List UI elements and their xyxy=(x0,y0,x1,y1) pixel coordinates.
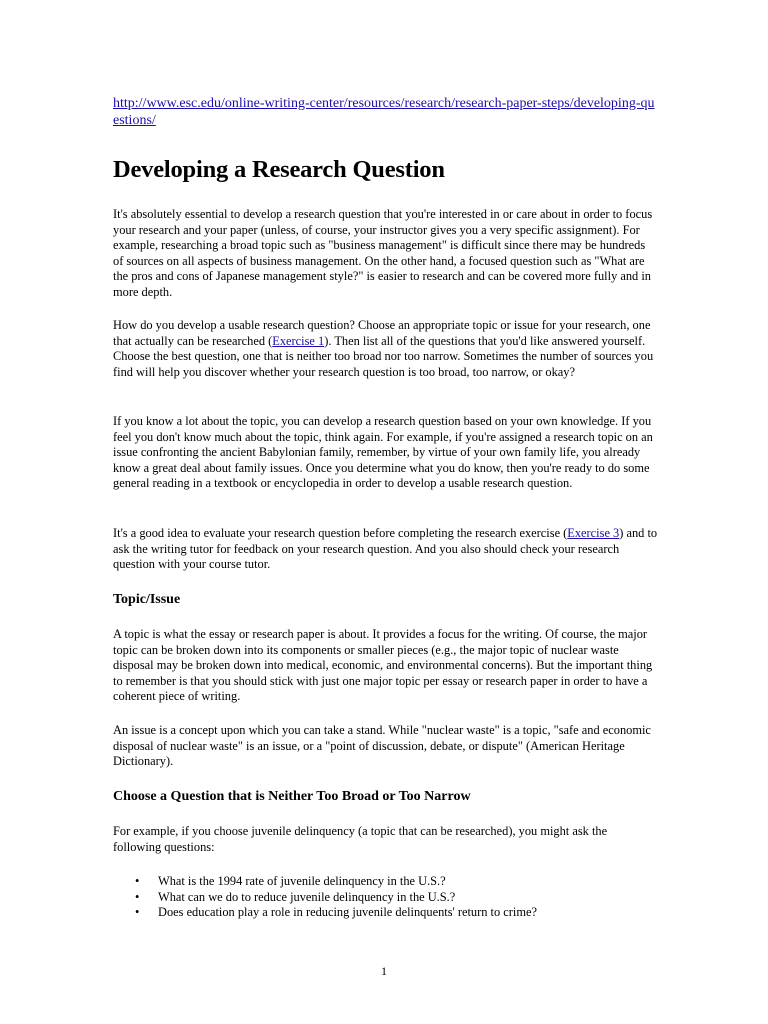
paragraph-topic: A topic is what the essay or research paper is about. It provides a focus for the writing. Of course, the major topic can be broken down into its components or smaller pieces (e.g., the major topic of nuclear waste disposal may be broken down into medical, economic, and environmental concerns). But the important thing to remember is that you should stick with just one major topic per essay or research paper in order to have a coherent piece of writing. xyxy=(113,627,653,704)
bullet-icon: • xyxy=(135,874,140,888)
paragraph-develop-question xyxy=(113,318,658,380)
question-list xyxy=(113,874,658,921)
paragraph-text: ) and to ask the writing tutor for feedback on your research question. And you also should check your research question with your course tutor. xyxy=(113,526,658,572)
list-item xyxy=(113,874,658,890)
list-item xyxy=(113,905,658,921)
bullet-icon: • xyxy=(135,889,140,904)
page-title: Developing a Research Question xyxy=(113,156,445,183)
paragraph-knowledge: If you know a lot about the topic, you can develop a research question based on your own knowledge. If you feel you don't know much about the topic, think again. For example, if you're assigned a research topic on an issue confronting the ancient Babylonian family, remember, by virtue of your own family life, you already know a great deal about family issues. Once you determine what you do know, then you're ready to do some general reading in a textbook or encyclopedia in order to develop a usable research question. xyxy=(113,414,653,491)
paragraph-example: For example, if you choose juvenile delinquency (a topic that can be researched), you might ask the following questions: xyxy=(113,824,608,854)
heading-topic-issue: Topic/Issue xyxy=(113,592,181,607)
page-number: 1 xyxy=(381,964,387,978)
paragraph-text: It's a good idea to evaluate your research question before completing the research exercise ( xyxy=(113,526,568,540)
exercise-3-link[interactable]: Exercise 3 xyxy=(567,526,620,540)
bullet-icon: • xyxy=(135,905,140,920)
list-item-text: What is the 1994 rate of juvenile delinquency in the U.S.? xyxy=(158,874,446,888)
paragraph-intro: It's absolutely essential to develop a research question that you're interested in or care about in order to focus your research and your paper (unless, of course, your instructor gives you a very specific assignment). For example, researching a broad topic such as "business management" is difficult since there may be hundreds of sources on all aspects of business management. On the other hand, a focused question such as "What are the pros and cons of Japanese management style?" is easier to research and can be covered more fully and in more depth. xyxy=(113,207,653,299)
paragraph-evaluate xyxy=(113,526,658,573)
list-item-text: What can we do to reduce juvenile delinquency in the U.S.? xyxy=(158,889,456,904)
paragraph-text: ). Then list all of the questions that you'd like answered yourself. Choose the best question, one that is neither too broad nor too narrow. Sometimes the number of sources you find will help you discover whether your research question is too broad, too narrow, or okay? xyxy=(113,333,654,379)
list-item xyxy=(113,890,658,906)
paragraph-text: How do you develop a usable research question? Choose an appropriate topic or issue for your research, one that actually can be researched ( xyxy=(113,318,651,348)
source-url-link[interactable]: http://www.esc.edu/online-writing-center/resources/research/research-paper-steps/developing-questions/ xyxy=(113,96,655,128)
list-item-text: Does education play a role in reducing juvenile delinquents' return to crime? xyxy=(158,905,537,920)
exercise-1-link[interactable]: Exercise 1 xyxy=(272,333,325,348)
paragraph-issue: An issue is a concept upon which you can take a stand. While "nuclear waste" is a topic, "safe and economic disposal of nuclear waste" is an issue, or a "point of discussion, debate, or dispute" (American Heritage Dictionary). xyxy=(113,723,651,769)
heading-choose-question: Choose a Question that is Neither Too Broad or Too Narrow xyxy=(113,789,471,804)
